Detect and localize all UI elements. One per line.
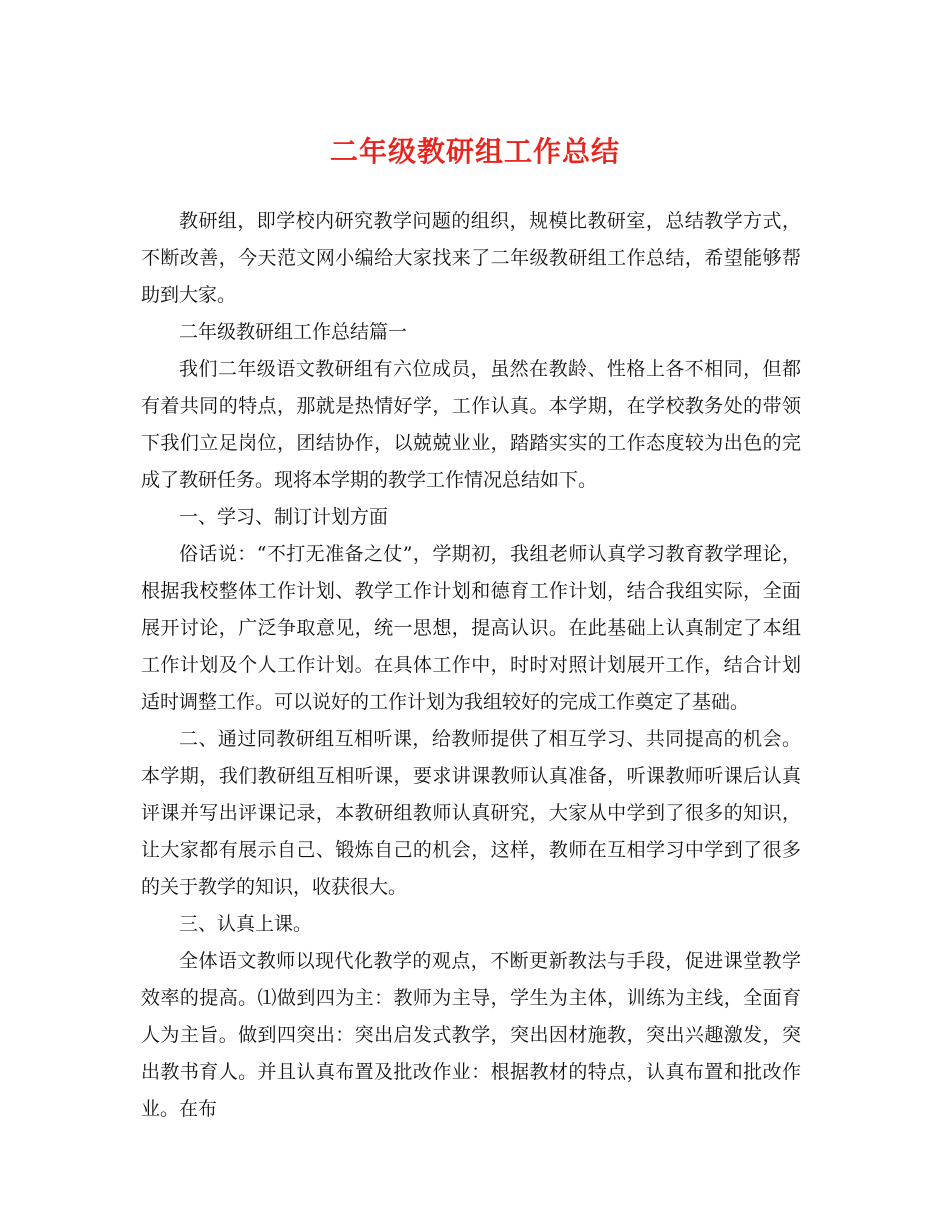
body-paragraph: 我们二年级语文教研组有六位成员，虽然在教龄、性格上各不相同，但都有着共同的特点，那就是热情好学，工作认真。本学期，在学校教务处的带领下我们立足岗位，团结协作，以兢兢业业，踏踏实实的工作态度较为出色的完成了教研任务。现将本学期的教学工作情况总结如下。 [141,358,801,491]
document-body [141,203,801,1128]
body-paragraph: 全体语文教师以现代化教学的观点，不断更新教法与手段，促进课堂教学效率的提高。⑴做到四为主：教师为主导，学生为主体，训练为主线，全面育人为主旨。做到四突出：突出启发式教学，突出因材施教，突出兴趣激发，突出教书育人。并且认真布置及批改作业：根据教材的特点，认真布置和批改作业。在布 [141,950,801,1120]
intro-paragraph: 教研组，即学校内研究教学问题的组织，规模比教研室，总结教学方式，不断改善，今天范文网小编给大家找来了二年级教研组工作总结，希望能够帮助到大家。 [141,210,801,306]
document-title: 二年级教研组工作总结 [329,135,620,168]
body-paragraph: 俗话说：“不打无准备之仗”，学期初，我组老师认真学习教育教学理论，根据我校整体工作计划、教学工作计划和德育工作计划，结合我组实际，全面展开讨论，广泛争取意见，统一思想，提高认识。在此基础上认真制定了本组工作计划及个人工作计划。在具体工作中，时时对照计划展开工作，结合计划适时调整工作。可以说好的工作计划为我组较好的完成工作奠定了基础。 [141,543,801,713]
section-heading: 三、认真上课。 [179,913,313,935]
section-heading: 二年级教研组工作总结篇一 [179,321,408,343]
section-heading: 一、学习、制订计划方面 [179,506,389,528]
body-paragraph: 二、通过同教研组互相听课，给教师提供了相互学习、共同提高的机会。 本学期，我们教研组互相听课，要求讲课教师认真准备，听课教师听课后认真评课并写出评课记录，本教研组教师认真研究，大家从中学到了很多的知识，让大家都有展示自己、锻炼自己的机会，这样，教师在互相学习中学到了很多的关于教学的知识，收获很大。 [141,728,801,898]
